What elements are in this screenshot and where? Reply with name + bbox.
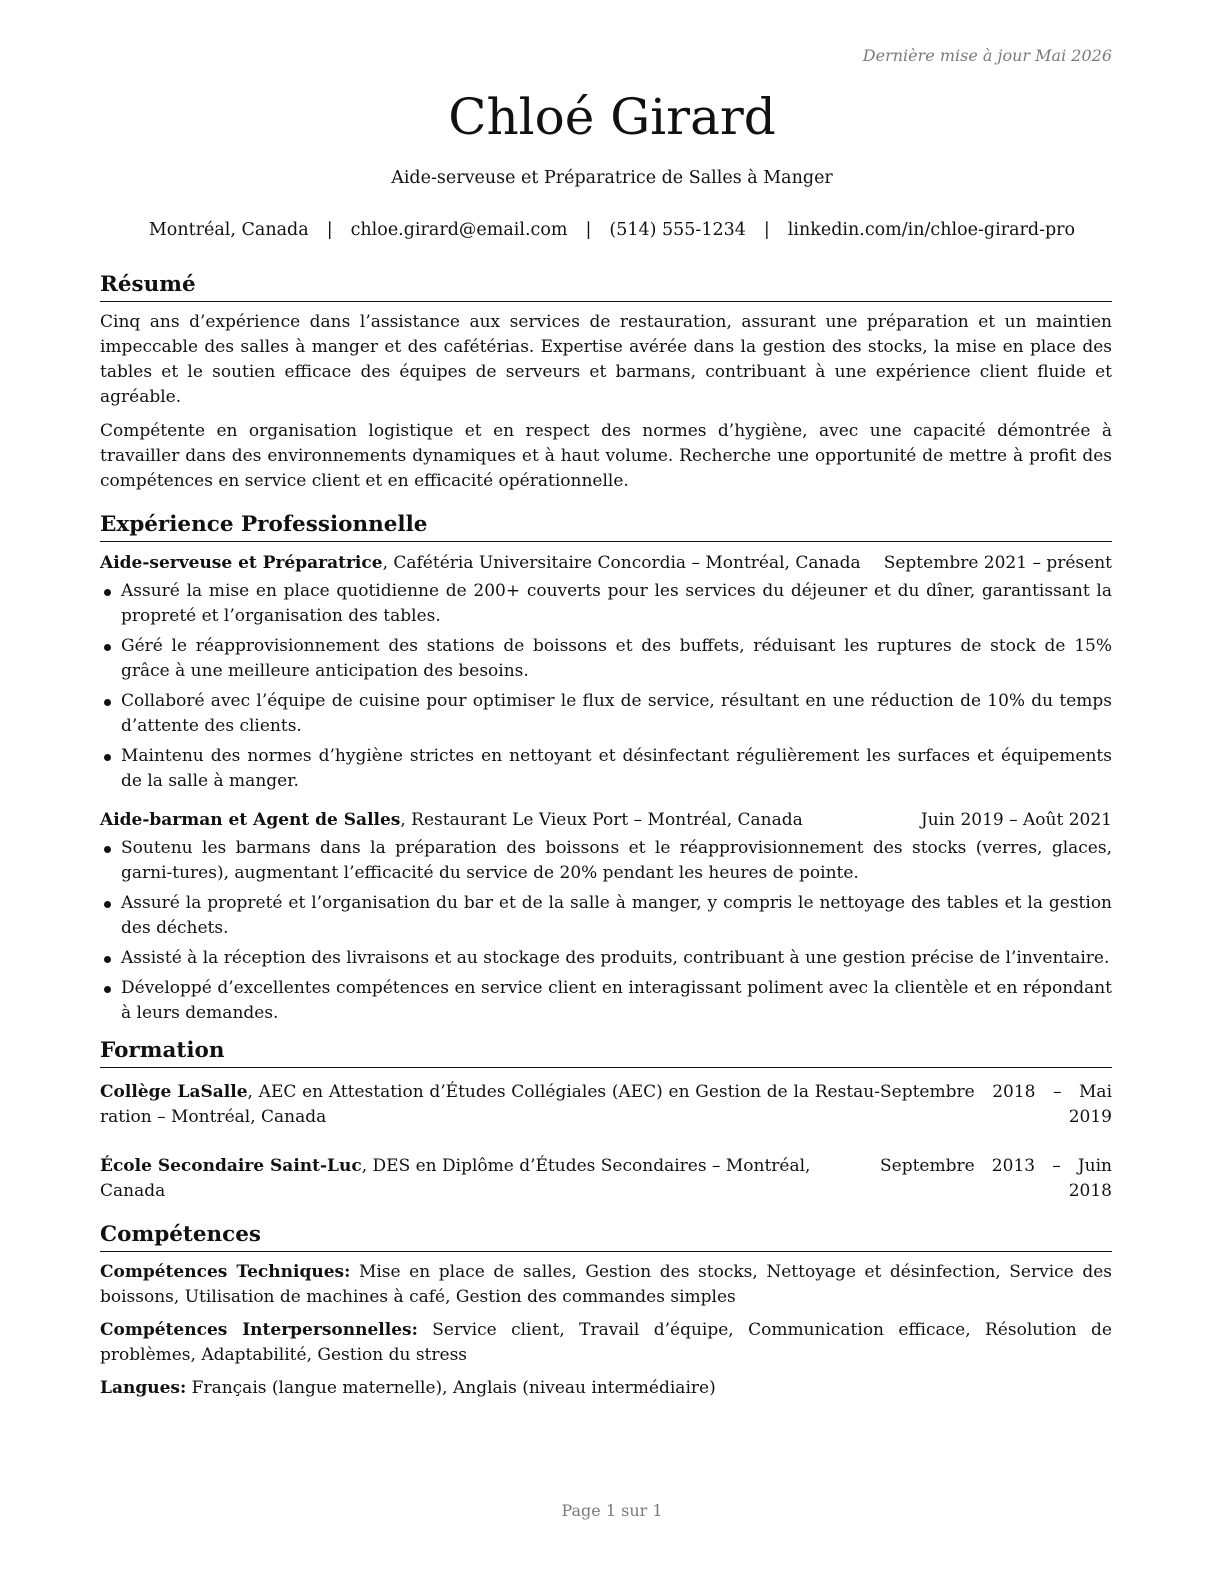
job-entry [100, 808, 1112, 1026]
skill-value: Service client, Travail d’équipe, Communication efficace, Résolution de problèmes, Adaptabilité, Gestion du stress [100, 1320, 1112, 1365]
dates-line: 2019 [1068, 1107, 1112, 1127]
skill-value: Mise en place de salles, Gestion des stocks, Nettoyage et désinfection, Service des boissons, Utilisation de machines à café, Gestion des commandes simples [100, 1262, 1112, 1307]
job-place: , Cafétéria Universitaire Concordia – Montréal, Canada [382, 553, 861, 573]
page-number: Page 1 sur 1 [561, 1501, 663, 1520]
list-item: Géré le réapprovisionnement des stations de boissons et des buffets, réduisant les ruptures de stock de 15% grâce à une meilleure anticipation des besoins. [100, 634, 1112, 684]
last-updated: Dernière mise à jour Mai 2026 [862, 46, 1112, 65]
section-title: Expérience Professionnelle [100, 510, 1112, 542]
contact-linkedin[interactable]: linkedin.com/in/chloe-girard-pro [787, 220, 1076, 240]
skill-line [100, 1260, 1112, 1310]
job-header [100, 808, 1112, 833]
list-item: Soutenu les barmans dans la préparation des boissons et le réapprovisionnement des stocks (verres, glaces, garni-tures), augmentant l’efficacité du service de 20% pendant les heures de pointe. [100, 836, 1112, 886]
contact-separator: | [326, 220, 333, 240]
job-title: Aide-serveuse et Préparatrice de Salles à Manger [391, 168, 833, 188]
bullet-icon [104, 754, 111, 761]
skills-section [100, 1220, 1112, 1401]
job-dates: Septembre 2021 – présent [883, 553, 1112, 573]
bullet-icon [104, 644, 111, 651]
experience-section [100, 510, 1112, 1026]
section-title: Résumé [100, 270, 1112, 302]
section-title: Compétences [100, 1220, 1112, 1252]
skill-value: Français (langue maternelle), Anglais (niveau intermédiaire) [186, 1378, 716, 1398]
school-name: École Secondaire Saint-Luc [100, 1156, 362, 1176]
bullet-icon [104, 589, 111, 596]
education-dates [880, 1080, 1112, 1130]
skill-line [100, 1318, 1112, 1368]
education-section [100, 1036, 1112, 1204]
contact-line [0, 220, 1224, 240]
job-dates: Juin 2019 – Août 2021 [920, 810, 1112, 830]
list-item: Maintenu des normes d’hygiène strictes en nettoyant et désinfectant régulièrement les surfaces et équipements de la salle à manger. [100, 744, 1112, 794]
job-entry [100, 551, 1112, 794]
candidate-name: Chloé Girard [448, 88, 776, 146]
dates-line: Septembre 2013 – Juin [880, 1156, 1112, 1176]
education-dates [880, 1154, 1112, 1204]
job-header [100, 551, 1112, 576]
section-title: Formation [100, 1036, 1112, 1068]
job-bullets [100, 836, 1112, 1026]
degree-detail: , DES en Diplôme d’Études Secondaires – Montréal, Canada [100, 1156, 811, 1201]
list-item: Assuré la propreté et l’organisation du bar et de la salle à manger, y compris le nettoyage des tables et la gestion des déchets. [100, 891, 1112, 941]
bullet-icon [104, 846, 111, 853]
skill-label: Langues: [100, 1378, 187, 1398]
education-entry [100, 1154, 1112, 1204]
skill-line [100, 1376, 1112, 1401]
school-name: Collège LaSalle [100, 1082, 248, 1102]
education-entry [100, 1080, 1112, 1130]
skill-label: Compétences Interpersonnelles: [100, 1320, 418, 1340]
job-role: Aide-barman et Agent de Salles [100, 810, 401, 830]
list-item: Assisté à la réception des livraisons et au stockage des produits, contribuant à une gestion précise de l’inventaire. [100, 946, 1112, 971]
job-role: Aide-serveuse et Préparatrice [100, 553, 383, 573]
job-bullets [100, 579, 1112, 794]
list-item: Développé d’excellentes compétences en service client en interagissant poliment avec la clientèle et en répondant à leurs demandes. [100, 976, 1112, 1026]
bullet-icon [104, 901, 111, 908]
dates-line: 2018 [1068, 1181, 1112, 1201]
degree-detail: , AEC en Attestation d’Études Collégiales (AEC) en Gestion de la Restau-ration – Montréal, Canada [100, 1082, 881, 1127]
contact-email[interactable]: chloe.girard@email.com [350, 220, 568, 240]
contact-separator: | [763, 220, 770, 240]
summary-paragraph: Compétente en organisation logistique et en respect des normes d’hygiène, avec une capacité démontrée à travailler dans des environnements dynamiques et à haut volume. Recherche une opportunité de mettre à profit des compétences en service client et en efficacité opérationnelle. [100, 421, 1112, 491]
skill-label: Compétences Techniques: [100, 1262, 351, 1282]
dates-line: Septembre 2018 – Mai [880, 1082, 1112, 1102]
summary-paragraph: Cinq ans d’expérience dans l’assistance aux services de restauration, assurant une préparation et un maintien impeccable des salles à manger et des cafétérias. Expertise avérée dans la gestion des stocks, la mise en place des tables et le soutien efficace des équipes de serveurs et barmans, contribuant à une expérience client fluide et agréable. [100, 312, 1112, 407]
list-item: Assuré la mise en place quotidienne de 200+ couverts pour les services du déjeuner et du dîner, garantissant la propreté et l’organisation des tables. [100, 579, 1112, 629]
bullet-icon [104, 986, 111, 993]
contact-phone[interactable]: (514) 555-1234 [609, 220, 746, 240]
summary-section [100, 270, 1112, 494]
bullet-icon [104, 699, 111, 706]
list-item: Collaboré avec l’équipe de cuisine pour optimiser le flux de service, résultant en une réduction de 10% du temps d’attente des clients. [100, 689, 1112, 739]
resume-content [100, 270, 1112, 1401]
bullet-icon [104, 956, 111, 963]
job-place: , Restaurant Le Vieux Port – Montréal, Canada [400, 810, 803, 830]
contact-separator: | [585, 220, 592, 240]
contact-location: Montréal, Canada [148, 220, 309, 240]
